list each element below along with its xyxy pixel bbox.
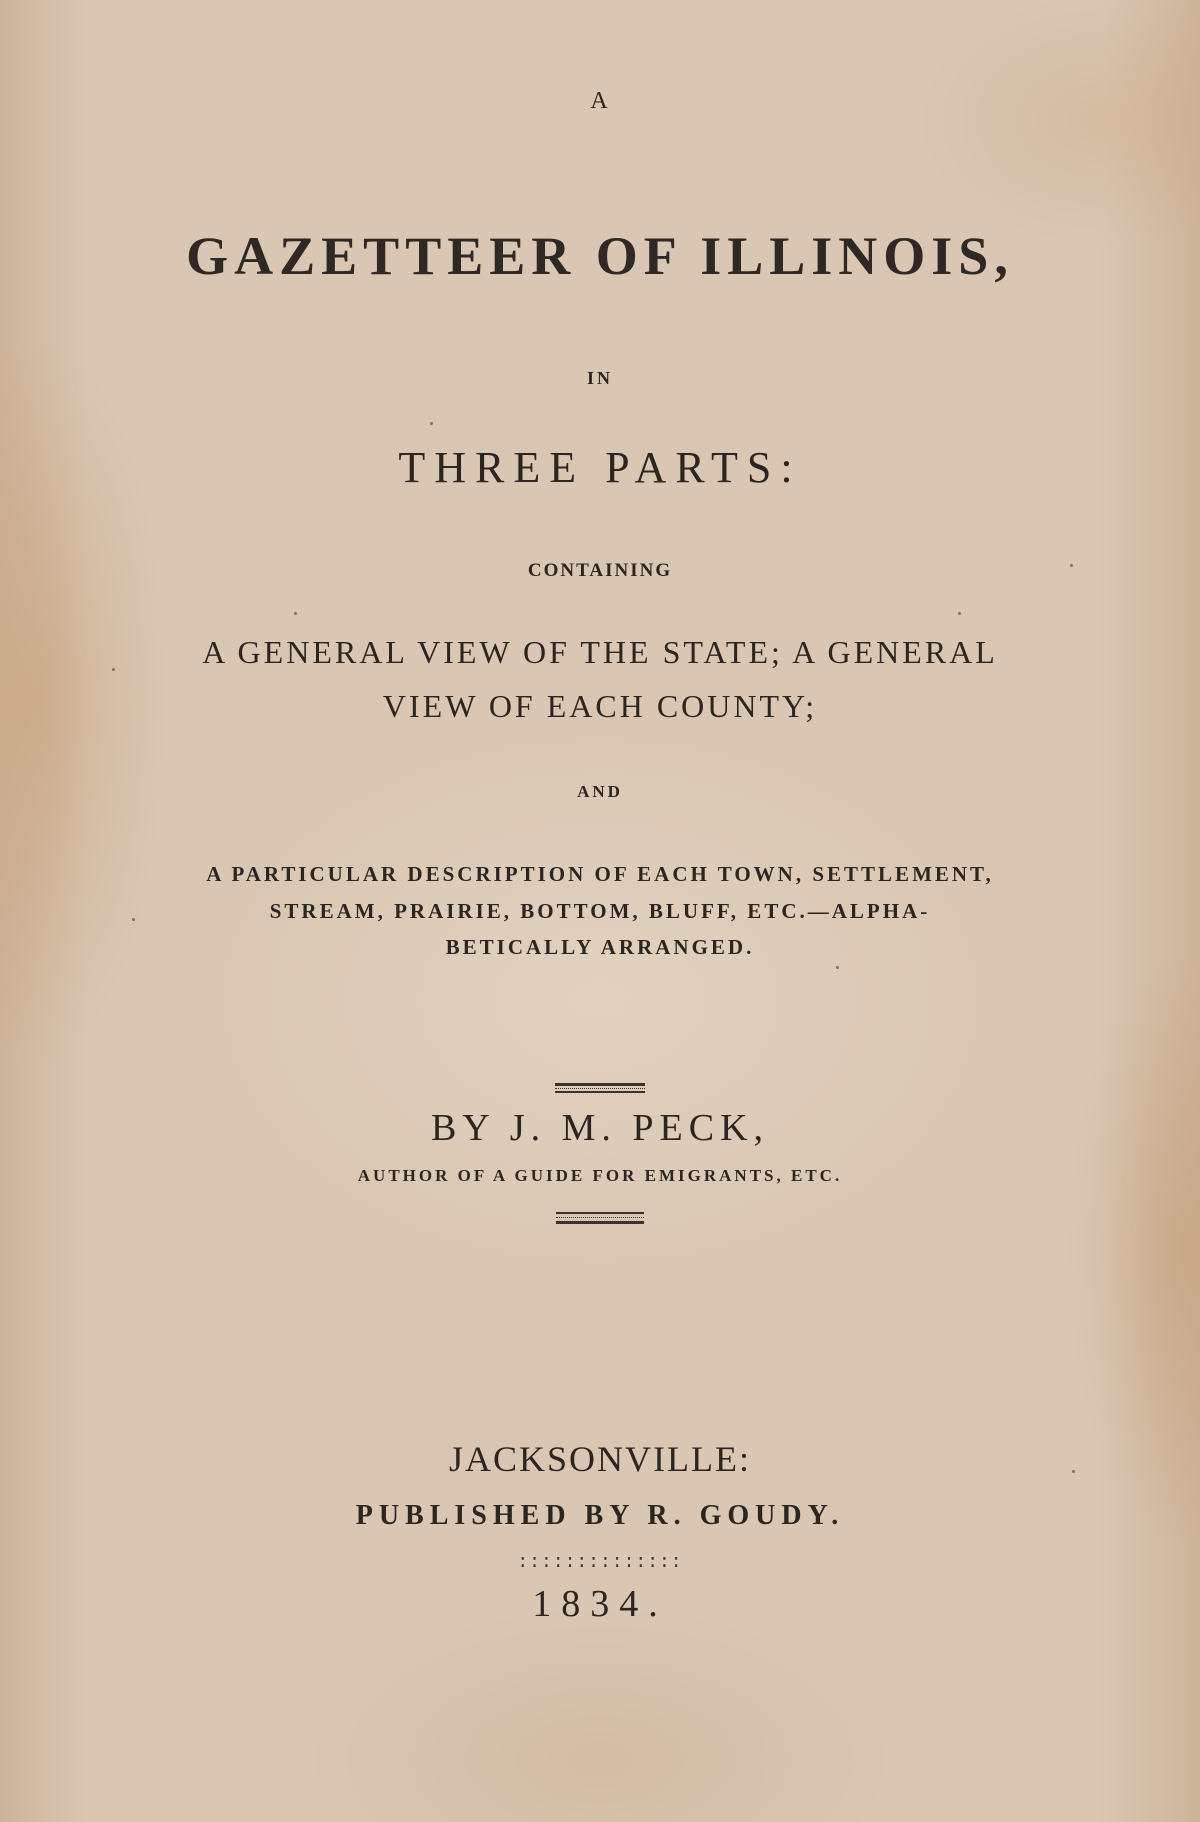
dotted-ornament: :::::::::::::: [517, 1553, 683, 1573]
publisher-line: PUBLISHED BY R. GOUDY. [355, 1500, 845, 1531]
publication-city: JACKSONVILLE: [449, 1439, 751, 1479]
paper-speck [1070, 564, 1073, 567]
particular-description-line-3: BETICALLY ARRANGED. [445, 935, 755, 959]
three-parts-heading: THREE PARTS: [398, 443, 802, 492]
title-article: A [590, 88, 610, 114]
decorative-rule-bottom [556, 1212, 644, 1224]
paper-speck [132, 918, 135, 921]
publication-year: 1834. [532, 1583, 668, 1625]
paper-speck [294, 612, 297, 615]
general-view-line-2: VIEW OF EACH COUNTY; [382, 688, 818, 724]
paper-speck [112, 668, 115, 671]
decorative-rule-top [555, 1083, 645, 1093]
book-title: GAZETTEER OF ILLINOIS, [186, 226, 1014, 286]
title-in: IN [586, 368, 613, 388]
and-label: AND [577, 782, 623, 801]
particular-description-line-2: STREAM, PRAIRIE, BOTTOM, BLUFF, ETC.—ALPHA- [269, 899, 931, 923]
particular-description-line-1: A PARTICULAR DESCRIPTION OF EACH TOWN, SETTLEMENT, [206, 862, 994, 886]
paper-speck [836, 966, 839, 969]
paper-speck [430, 422, 433, 425]
author-credentials: AUTHOR OF A GUIDE FOR EMIGRANTS, ETC. [357, 1166, 843, 1185]
paper-speck [958, 612, 961, 615]
author-byline: BY J. M. PECK, [430, 1107, 770, 1149]
containing-label: CONTAINING [527, 560, 673, 581]
paper-speck [1072, 1470, 1075, 1473]
general-view-line-1: A GENERAL VIEW OF THE STATE; A GENERAL [202, 634, 998, 670]
